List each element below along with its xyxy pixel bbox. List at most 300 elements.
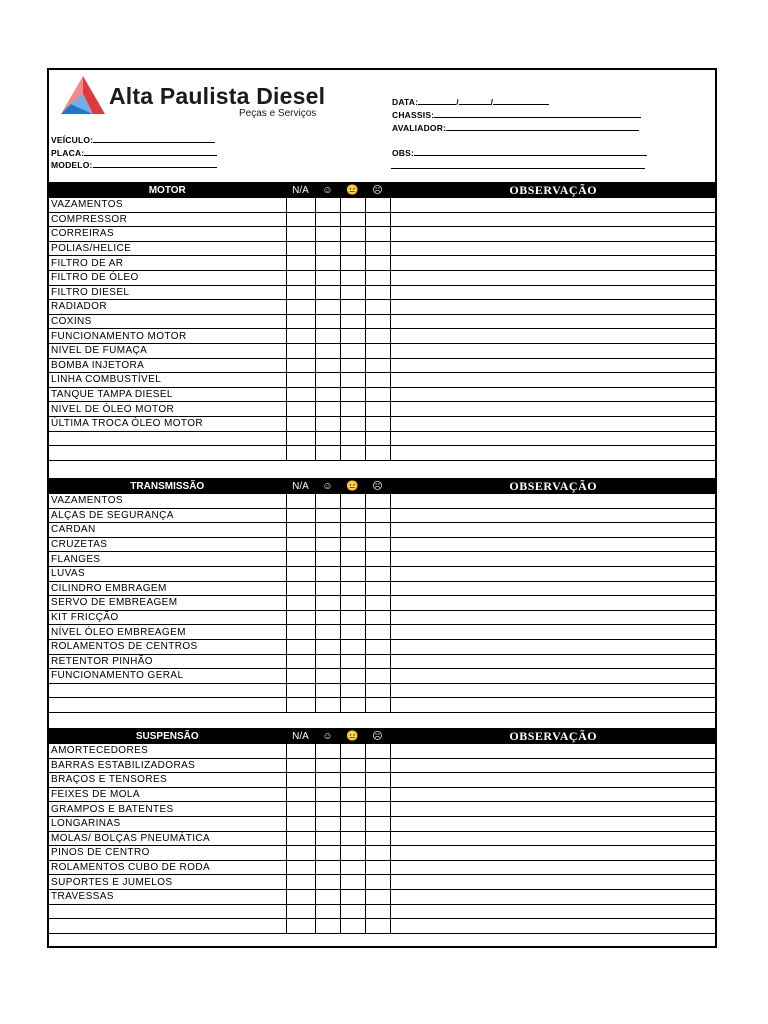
neutral-checkbox[interactable] xyxy=(340,494,365,509)
observation-cell[interactable] xyxy=(390,552,716,567)
na-checkbox[interactable] xyxy=(286,241,315,256)
checklist-row xyxy=(49,581,716,596)
observation-cell[interactable] xyxy=(390,256,716,271)
na-checkbox[interactable] xyxy=(286,831,315,846)
na-checkbox[interactable] xyxy=(286,329,315,344)
neutral-checkbox[interactable] xyxy=(340,446,365,461)
na-checkbox[interactable] xyxy=(286,300,315,315)
bad-checkbox[interactable] xyxy=(365,537,390,552)
item-label: ROLAMENTOS DE CENTROS xyxy=(49,639,286,654)
na-checkbox[interactable] xyxy=(286,698,315,713)
neutral-checkbox[interactable] xyxy=(340,904,365,919)
section-title: SUSPENSÃO xyxy=(49,729,286,744)
na-checkbox[interactable] xyxy=(286,508,315,523)
item-label: FLANGES xyxy=(49,552,286,567)
bad-checkbox[interactable] xyxy=(365,787,390,802)
observation-cell[interactable] xyxy=(390,802,716,817)
good-checkbox[interactable] xyxy=(315,329,340,344)
bad-checkbox[interactable] xyxy=(365,846,390,861)
neutral-checkbox[interactable] xyxy=(340,744,365,759)
neutral-checkbox[interactable] xyxy=(340,698,365,713)
observation-cell[interactable] xyxy=(390,212,716,227)
good-checkbox[interactable] xyxy=(315,241,340,256)
item-label: TRAVESSAS xyxy=(49,889,286,904)
bad-checkbox[interactable] xyxy=(365,904,390,919)
neutral-face-icon: 😐 xyxy=(340,479,365,494)
good-checkbox[interactable] xyxy=(315,581,340,596)
bad-checkbox[interactable] xyxy=(365,373,390,388)
na-checkbox[interactable] xyxy=(286,285,315,300)
good-checkbox[interactable] xyxy=(315,875,340,890)
good-checkbox[interactable] xyxy=(315,373,340,388)
good-checkbox[interactable] xyxy=(315,314,340,329)
neutral-checkbox[interactable] xyxy=(340,358,365,373)
bad-checkbox[interactable] xyxy=(365,241,390,256)
na-checkbox[interactable] xyxy=(286,889,315,904)
na-checkbox[interactable] xyxy=(286,494,315,509)
neutral-checkbox[interactable] xyxy=(340,860,365,875)
na-checkbox[interactable] xyxy=(286,758,315,773)
neutral-checkbox[interactable] xyxy=(340,227,365,242)
good-checkbox[interactable] xyxy=(315,654,340,669)
neutral-checkbox[interactable] xyxy=(340,654,365,669)
observation-cell[interactable] xyxy=(390,919,716,934)
neutral-checkbox[interactable] xyxy=(340,846,365,861)
neutral-checkbox[interactable] xyxy=(340,387,365,402)
good-checkbox[interactable] xyxy=(315,494,340,509)
observation-cell[interactable] xyxy=(390,831,716,846)
observation-cell[interactable] xyxy=(390,596,716,611)
bad-checkbox[interactable] xyxy=(365,402,390,417)
na-column-header: N/A xyxy=(286,183,315,198)
item-label: FUNCIONAMENTO GERAL xyxy=(49,669,286,684)
neutral-checkbox[interactable] xyxy=(340,816,365,831)
na-checkbox[interactable] xyxy=(286,802,315,817)
transmission-table xyxy=(49,478,716,713)
good-checkbox[interactable] xyxy=(315,387,340,402)
observation-cell[interactable] xyxy=(390,285,716,300)
bad-checkbox[interactable] xyxy=(365,889,390,904)
section-header-row xyxy=(49,479,716,494)
neutral-checkbox[interactable] xyxy=(340,329,365,344)
good-checkbox[interactable] xyxy=(315,831,340,846)
observation-cell[interactable] xyxy=(390,669,716,684)
observation-cell[interactable] xyxy=(390,610,716,625)
good-checkbox[interactable] xyxy=(315,256,340,271)
observation-cell[interactable] xyxy=(390,904,716,919)
checklist-row xyxy=(49,446,716,461)
observation-cell[interactable] xyxy=(390,402,716,417)
good-checkbox[interactable] xyxy=(315,508,340,523)
na-checkbox[interactable] xyxy=(286,787,315,802)
good-checkbox[interactable] xyxy=(315,523,340,538)
good-checkbox[interactable] xyxy=(315,270,340,285)
bad-checkbox[interactable] xyxy=(365,343,390,358)
bad-checkbox[interactable] xyxy=(365,227,390,242)
na-checkbox[interactable] xyxy=(286,904,315,919)
observation-cell[interactable] xyxy=(390,566,716,581)
bad-checkbox[interactable] xyxy=(365,300,390,315)
na-checkbox[interactable] xyxy=(286,416,315,431)
na-checkbox[interactable] xyxy=(286,402,315,417)
good-checkbox[interactable] xyxy=(315,446,340,461)
observation-cell[interactable] xyxy=(390,875,716,890)
checklist-row xyxy=(49,566,716,581)
observation-cell[interactable] xyxy=(390,889,716,904)
good-checkbox[interactable] xyxy=(315,566,340,581)
checklist-row xyxy=(49,816,716,831)
avaliador-field[interactable] xyxy=(392,123,639,133)
neutral-checkbox[interactable] xyxy=(340,919,365,934)
observation-cell[interactable] xyxy=(390,227,716,242)
checklist-row xyxy=(49,402,716,417)
bad-checkbox[interactable] xyxy=(365,314,390,329)
neutral-checkbox[interactable] xyxy=(340,300,365,315)
na-checkbox[interactable] xyxy=(286,596,315,611)
bad-checkbox[interactable] xyxy=(365,758,390,773)
smile-face-icon: ☺ xyxy=(315,729,340,744)
good-checkbox[interactable] xyxy=(315,773,340,788)
item-label: FILTRO DE ÓLEO xyxy=(49,270,286,285)
observation-cell[interactable] xyxy=(390,787,716,802)
bad-checkbox[interactable] xyxy=(365,683,390,698)
good-checkbox[interactable] xyxy=(315,846,340,861)
neutral-checkbox[interactable] xyxy=(340,773,365,788)
bad-checkbox[interactable] xyxy=(365,654,390,669)
checklist-row xyxy=(49,314,716,329)
good-checkbox[interactable] xyxy=(315,669,340,684)
neutral-checkbox[interactable] xyxy=(340,669,365,684)
bad-checkbox[interactable] xyxy=(365,610,390,625)
neutral-checkbox[interactable] xyxy=(340,431,365,446)
na-checkbox[interactable] xyxy=(286,860,315,875)
good-checkbox[interactable] xyxy=(315,285,340,300)
na-checkbox[interactable] xyxy=(286,256,315,271)
neutral-checkbox[interactable] xyxy=(340,566,365,581)
na-checkbox[interactable] xyxy=(286,846,315,861)
neutral-checkbox[interactable] xyxy=(340,508,365,523)
good-checkbox[interactable] xyxy=(315,744,340,759)
neutral-checkbox[interactable] xyxy=(340,373,365,388)
date-sep-2: / xyxy=(490,97,493,107)
observation-cell[interactable] xyxy=(390,373,716,388)
observation-cell[interactable] xyxy=(390,241,716,256)
bad-checkbox[interactable] xyxy=(365,816,390,831)
item-label: BARRAS ESTABILIZADORAS xyxy=(49,758,286,773)
logo-triangle-icon xyxy=(59,74,107,116)
neutral-checkbox[interactable] xyxy=(340,625,365,640)
neutral-checkbox[interactable] xyxy=(340,212,365,227)
item-label: CRUZETAS xyxy=(49,537,286,552)
checklist-row xyxy=(49,773,716,788)
checklist-row xyxy=(49,241,716,256)
neutral-checkbox[interactable] xyxy=(340,241,365,256)
bad-checkbox[interactable] xyxy=(365,270,390,285)
checklist-row xyxy=(49,227,716,242)
item-label: TANQUE TAMPA DIESEL xyxy=(49,387,286,402)
neutral-checkbox[interactable] xyxy=(340,285,365,300)
observation-cell[interactable] xyxy=(390,314,716,329)
bad-checkbox[interactable] xyxy=(365,860,390,875)
na-checkbox[interactable] xyxy=(286,387,315,402)
checklist-row xyxy=(49,654,716,669)
na-checkbox[interactable] xyxy=(286,610,315,625)
bad-checkbox[interactable] xyxy=(365,566,390,581)
bad-checkbox[interactable] xyxy=(365,875,390,890)
model-label: MODELO: xyxy=(51,160,93,170)
item-label: NIVEL DE ÓLEO MOTOR xyxy=(49,402,286,417)
na-checkbox[interactable] xyxy=(286,431,315,446)
section-title: TRANSMISSÃO xyxy=(49,479,286,494)
good-checkbox[interactable] xyxy=(315,343,340,358)
checklist-row xyxy=(49,669,716,684)
good-checkbox[interactable] xyxy=(315,625,340,640)
neutral-face-icon: 😐 xyxy=(340,183,365,198)
neutral-checkbox[interactable] xyxy=(340,802,365,817)
checklist-row xyxy=(49,552,716,567)
bad-checkbox[interactable] xyxy=(365,431,390,446)
bad-checkbox[interactable] xyxy=(365,494,390,509)
neutral-checkbox[interactable] xyxy=(340,552,365,567)
good-checkbox[interactable] xyxy=(315,802,340,817)
brand-name: Alta Paulista Diesel xyxy=(109,83,326,109)
item-label xyxy=(49,431,286,446)
date-label: DATA: xyxy=(392,97,419,107)
good-checkbox[interactable] xyxy=(315,402,340,417)
vehicle-field[interactable] xyxy=(51,135,215,145)
neutral-checkbox[interactable] xyxy=(340,889,365,904)
observation-cell[interactable] xyxy=(390,639,716,654)
observation-cell[interactable] xyxy=(390,744,716,759)
neutral-checkbox[interactable] xyxy=(340,402,365,417)
item-label xyxy=(49,904,286,919)
bad-checkbox[interactable] xyxy=(365,256,390,271)
observation-cell[interactable] xyxy=(390,508,716,523)
neutral-checkbox[interactable] xyxy=(340,610,365,625)
checklist-row xyxy=(49,904,716,919)
bad-checkbox[interactable] xyxy=(365,625,390,640)
good-checkbox[interactable] xyxy=(315,212,340,227)
brand-subtitle: Peças e Serviços xyxy=(239,108,317,119)
bad-checkbox[interactable] xyxy=(365,596,390,611)
item-label: NÍVEL ÓLEO EMBREAGEM xyxy=(49,625,286,640)
neutral-checkbox[interactable] xyxy=(340,416,365,431)
na-checkbox[interactable] xyxy=(286,358,315,373)
bad-checkbox[interactable] xyxy=(365,773,390,788)
na-checkbox[interactable] xyxy=(286,523,315,538)
na-checkbox[interactable] xyxy=(286,654,315,669)
observation-cell[interactable] xyxy=(390,343,716,358)
na-checkbox[interactable] xyxy=(286,744,315,759)
good-checkbox[interactable] xyxy=(315,596,340,611)
observation-cell[interactable] xyxy=(390,698,716,713)
good-checkbox[interactable] xyxy=(315,198,340,213)
na-checkbox[interactable] xyxy=(286,816,315,831)
model-field[interactable] xyxy=(51,160,217,170)
observation-cell[interactable] xyxy=(390,198,716,213)
neutral-checkbox[interactable] xyxy=(340,831,365,846)
good-checkbox[interactable] xyxy=(315,683,340,698)
obs-label: OBS: xyxy=(392,148,415,158)
neutral-checkbox[interactable] xyxy=(340,270,365,285)
good-checkbox[interactable] xyxy=(315,787,340,802)
na-checkbox[interactable] xyxy=(286,343,315,358)
na-checkbox[interactable] xyxy=(286,212,315,227)
neutral-checkbox[interactable] xyxy=(340,683,365,698)
bad-checkbox[interactable] xyxy=(365,285,390,300)
neutral-checkbox[interactable] xyxy=(340,596,365,611)
na-checkbox[interactable] xyxy=(286,875,315,890)
observation-cell[interactable] xyxy=(390,625,716,640)
na-checkbox[interactable] xyxy=(286,270,315,285)
na-checkbox[interactable] xyxy=(286,773,315,788)
observation-cell[interactable] xyxy=(390,773,716,788)
observation-header: OBSERVAÇÃO xyxy=(390,729,716,744)
good-checkbox[interactable] xyxy=(315,227,340,242)
observation-cell[interactable] xyxy=(390,846,716,861)
neutral-checkbox[interactable] xyxy=(340,343,365,358)
observation-cell[interactable] xyxy=(390,387,716,402)
observation-cell[interactable] xyxy=(390,270,716,285)
bad-checkbox[interactable] xyxy=(365,212,390,227)
na-checkbox[interactable] xyxy=(286,566,315,581)
item-label: SERVO DE EMBREAGEM xyxy=(49,596,286,611)
plate-label: PLACA: xyxy=(51,148,85,158)
na-checkbox[interactable] xyxy=(286,581,315,596)
bad-checkbox[interactable] xyxy=(365,329,390,344)
bad-checkbox[interactable] xyxy=(365,639,390,654)
neutral-checkbox[interactable] xyxy=(340,787,365,802)
checklist-row xyxy=(49,300,716,315)
neutral-checkbox[interactable] xyxy=(340,198,365,213)
observation-cell[interactable] xyxy=(390,581,716,596)
checklist-row xyxy=(49,416,716,431)
neutral-checkbox[interactable] xyxy=(340,875,365,890)
na-checkbox[interactable] xyxy=(286,446,315,461)
observation-cell[interactable] xyxy=(390,537,716,552)
checklist-row xyxy=(49,919,716,934)
observation-cell[interactable] xyxy=(390,494,716,509)
item-label: FILTRO DIESEL xyxy=(49,285,286,300)
observation-cell[interactable] xyxy=(390,431,716,446)
na-checkbox[interactable] xyxy=(286,552,315,567)
neutral-checkbox[interactable] xyxy=(340,639,365,654)
good-checkbox[interactable] xyxy=(315,300,340,315)
neutral-checkbox[interactable] xyxy=(340,758,365,773)
plate-field[interactable] xyxy=(51,148,217,158)
item-label: VAZAMENTOS xyxy=(49,494,286,509)
checklist-row xyxy=(49,683,716,698)
neutral-checkbox[interactable] xyxy=(340,314,365,329)
observation-cell[interactable] xyxy=(390,523,716,538)
good-checkbox[interactable] xyxy=(315,537,340,552)
item-label: ROLAMENTOS CUBO DE RODA xyxy=(49,860,286,875)
observation-header: OBSERVAÇÃO xyxy=(390,183,716,198)
bad-checkbox[interactable] xyxy=(365,387,390,402)
observation-cell[interactable] xyxy=(390,329,716,344)
bad-checkbox[interactable] xyxy=(365,552,390,567)
na-checkbox[interactable] xyxy=(286,198,315,213)
good-checkbox[interactable] xyxy=(315,610,340,625)
checklist-row xyxy=(49,889,716,904)
observation-cell[interactable] xyxy=(390,683,716,698)
bad-checkbox[interactable] xyxy=(365,198,390,213)
good-checkbox[interactable] xyxy=(315,358,340,373)
na-checkbox[interactable] xyxy=(286,639,315,654)
bad-checkbox[interactable] xyxy=(365,831,390,846)
obs-field[interactable] xyxy=(392,148,647,158)
neutral-checkbox[interactable] xyxy=(340,523,365,538)
good-checkbox[interactable] xyxy=(315,904,340,919)
item-label: COXINS xyxy=(49,314,286,329)
bad-checkbox[interactable] xyxy=(365,669,390,684)
checklist-row xyxy=(49,698,716,713)
bad-checkbox[interactable] xyxy=(365,416,390,431)
checklist-row xyxy=(49,596,716,611)
observation-cell[interactable] xyxy=(390,446,716,461)
good-checkbox[interactable] xyxy=(315,758,340,773)
good-checkbox[interactable] xyxy=(315,919,340,934)
bad-checkbox[interactable] xyxy=(365,446,390,461)
bad-checkbox[interactable] xyxy=(365,358,390,373)
na-checkbox[interactable] xyxy=(286,227,315,242)
observation-cell[interactable] xyxy=(390,758,716,773)
observation-cell[interactable] xyxy=(390,860,716,875)
date-field[interactable] xyxy=(392,97,549,107)
na-checkbox[interactable] xyxy=(286,669,315,684)
good-checkbox[interactable] xyxy=(315,552,340,567)
bad-checkbox[interactable] xyxy=(365,523,390,538)
good-checkbox[interactable] xyxy=(315,889,340,904)
neutral-checkbox[interactable] xyxy=(340,256,365,271)
good-checkbox[interactable] xyxy=(315,416,340,431)
inspection-sheet xyxy=(47,68,717,948)
observation-cell[interactable] xyxy=(390,300,716,315)
bad-checkbox[interactable] xyxy=(365,919,390,934)
observation-cell[interactable] xyxy=(390,654,716,669)
good-checkbox[interactable] xyxy=(315,639,340,654)
na-checkbox[interactable] xyxy=(286,919,315,934)
checklist-row xyxy=(49,494,716,509)
bad-checkbox[interactable] xyxy=(365,744,390,759)
item-label: KIT FRICÇÃO xyxy=(49,610,286,625)
item-label: CARDAN xyxy=(49,523,286,538)
observation-cell[interactable] xyxy=(390,416,716,431)
na-checkbox[interactable] xyxy=(286,314,315,329)
observation-cell[interactable] xyxy=(390,358,716,373)
bad-checkbox[interactable] xyxy=(365,802,390,817)
checklist-row xyxy=(49,802,716,817)
chassis-field[interactable] xyxy=(392,110,641,120)
neutral-checkbox[interactable] xyxy=(340,581,365,596)
checklist-row xyxy=(49,639,716,654)
item-label: BOMBA INJETORA xyxy=(49,358,286,373)
na-checkbox[interactable] xyxy=(286,625,315,640)
bad-checkbox[interactable] xyxy=(365,698,390,713)
observation-cell[interactable] xyxy=(390,816,716,831)
obs-line-2 xyxy=(391,168,645,169)
na-checkbox[interactable] xyxy=(286,373,315,388)
good-checkbox[interactable] xyxy=(315,860,340,875)
neutral-checkbox[interactable] xyxy=(340,537,365,552)
good-checkbox[interactable] xyxy=(315,698,340,713)
na-checkbox[interactable] xyxy=(286,683,315,698)
good-checkbox[interactable] xyxy=(315,816,340,831)
good-checkbox[interactable] xyxy=(315,431,340,446)
bad-checkbox[interactable] xyxy=(365,508,390,523)
na-checkbox[interactable] xyxy=(286,537,315,552)
bad-checkbox[interactable] xyxy=(365,581,390,596)
